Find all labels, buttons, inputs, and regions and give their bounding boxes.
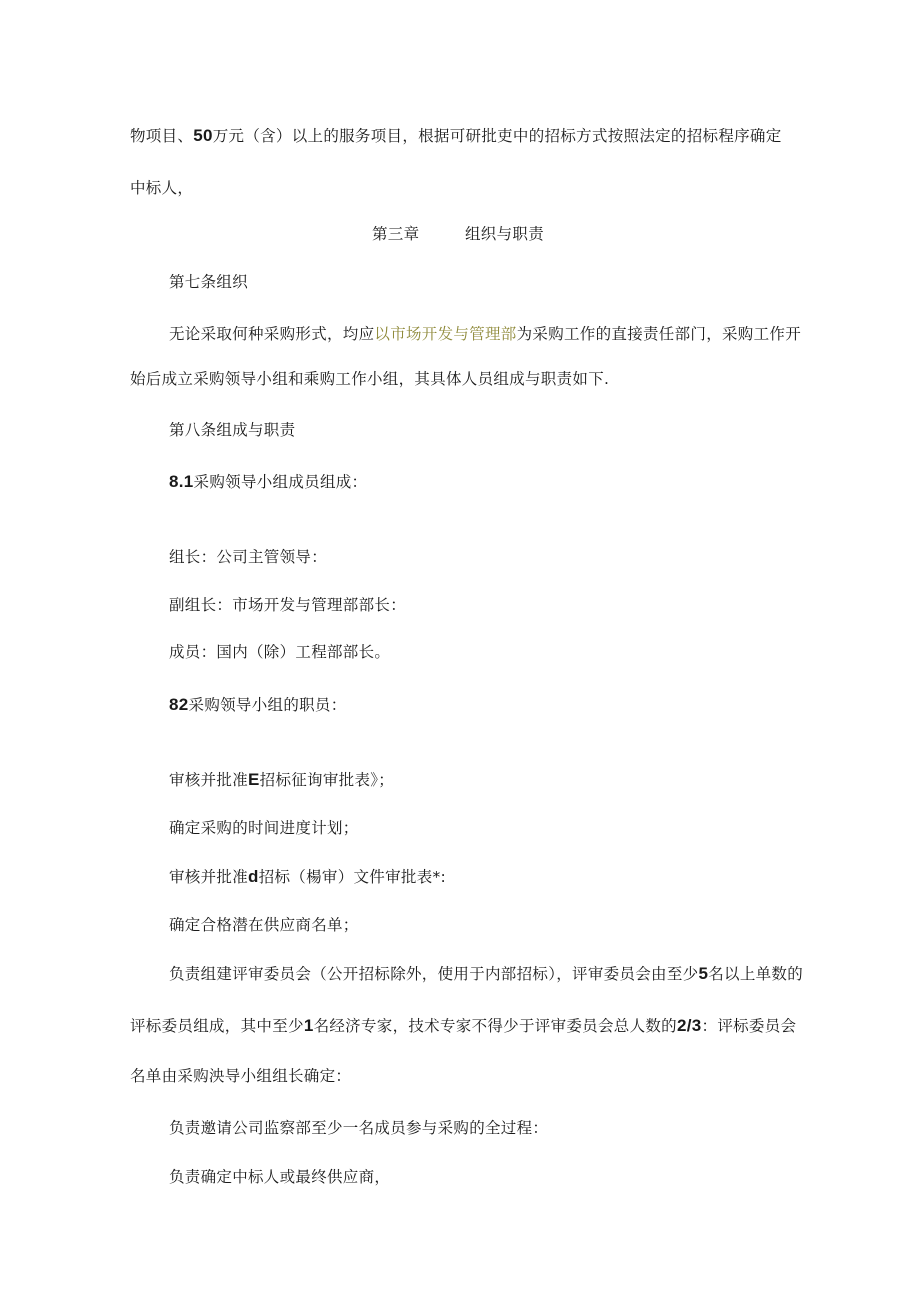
list-item: 确定采购的时间进度计划； <box>169 819 359 837</box>
list-item <box>169 866 446 888</box>
text-segment: 负责组建评审委员会（公开招标除外，使用于内部招标），评审委员会由至少 <box>169 965 699 983</box>
amount-number: 50 <box>193 126 213 145</box>
paragraph-line: 始后成立采购领导小组和乘购工作小组，其具体人员组成与职责如下. <box>130 370 610 388</box>
paragraph-line <box>169 323 801 345</box>
text-segment: ：评标委员会 <box>701 1017 797 1035</box>
text-segment: E <box>248 770 260 789</box>
section-title: 采购领导小组成员组成： <box>193 473 368 491</box>
paragraph-line: 名单由采购泱导小组组长确定： <box>130 1067 352 1085</box>
list-item <box>169 769 394 791</box>
text-segment: 审核并批准 <box>169 868 249 886</box>
article-heading: 第八条组成与职责 <box>169 421 296 439</box>
text-segment: 招标（楊审）文件审批表*: <box>258 868 447 886</box>
paragraph-line <box>130 1015 796 1037</box>
section-heading <box>169 694 347 716</box>
text-segment: 评标委员组成，其中至少 <box>130 1017 304 1035</box>
count-number: 5 <box>698 964 709 983</box>
list-item: 组长：公司主管领导： <box>169 548 328 566</box>
list-item <box>169 963 803 985</box>
article-heading: 第七条组织 <box>169 273 249 291</box>
highlighted-text: 以市场开发与管理部 <box>374 325 517 343</box>
paragraph-line: 中标人， <box>130 179 194 197</box>
text-segment: 招标征询审批表》； <box>259 771 395 789</box>
list-item: 确定合格潜在供应商名单； <box>169 916 359 934</box>
text-segment: 名以上单数的 <box>708 965 804 983</box>
text-segment: 名经济专家，技术专家不得少于评审委员会总人数的 <box>313 1017 677 1035</box>
text-segment: 万元（含）以上的服务项目，根据可研批吏中的招标方式按照法定的招标程序确定 <box>212 127 782 145</box>
text-segment: d <box>248 867 259 886</box>
text-segment: 审核并批准 <box>169 771 249 789</box>
list-item: 副组长：市场开发与管理部部长： <box>169 596 407 614</box>
section-heading <box>169 471 367 493</box>
count-number: 1 <box>303 1016 314 1035</box>
list-item: 负责邀请公司监察部至少一名成员参与采购的全过程： <box>169 1119 549 1137</box>
section-number: 82 <box>169 695 189 714</box>
text-segment: 物项目、 <box>130 127 194 145</box>
list-item: 负责确定中标人或最终供应商， <box>169 1168 391 1186</box>
fraction-number: 2/3 <box>676 1016 702 1035</box>
text-segment: 为采购工作的直接责任部门，采购工作开 <box>516 325 802 343</box>
list-item: 成员：国内（除）工程部部长。 <box>169 643 391 661</box>
section-number: 8.1 <box>169 472 194 491</box>
section-title: 采购领导小组的职员： <box>188 696 347 714</box>
chapter-title: 组织与职责 <box>465 225 545 243</box>
chapter-number: 第三章 <box>372 225 420 243</box>
paragraph-line <box>130 125 782 147</box>
text-segment: 无论采取何种采购形式，均应 <box>169 325 375 343</box>
